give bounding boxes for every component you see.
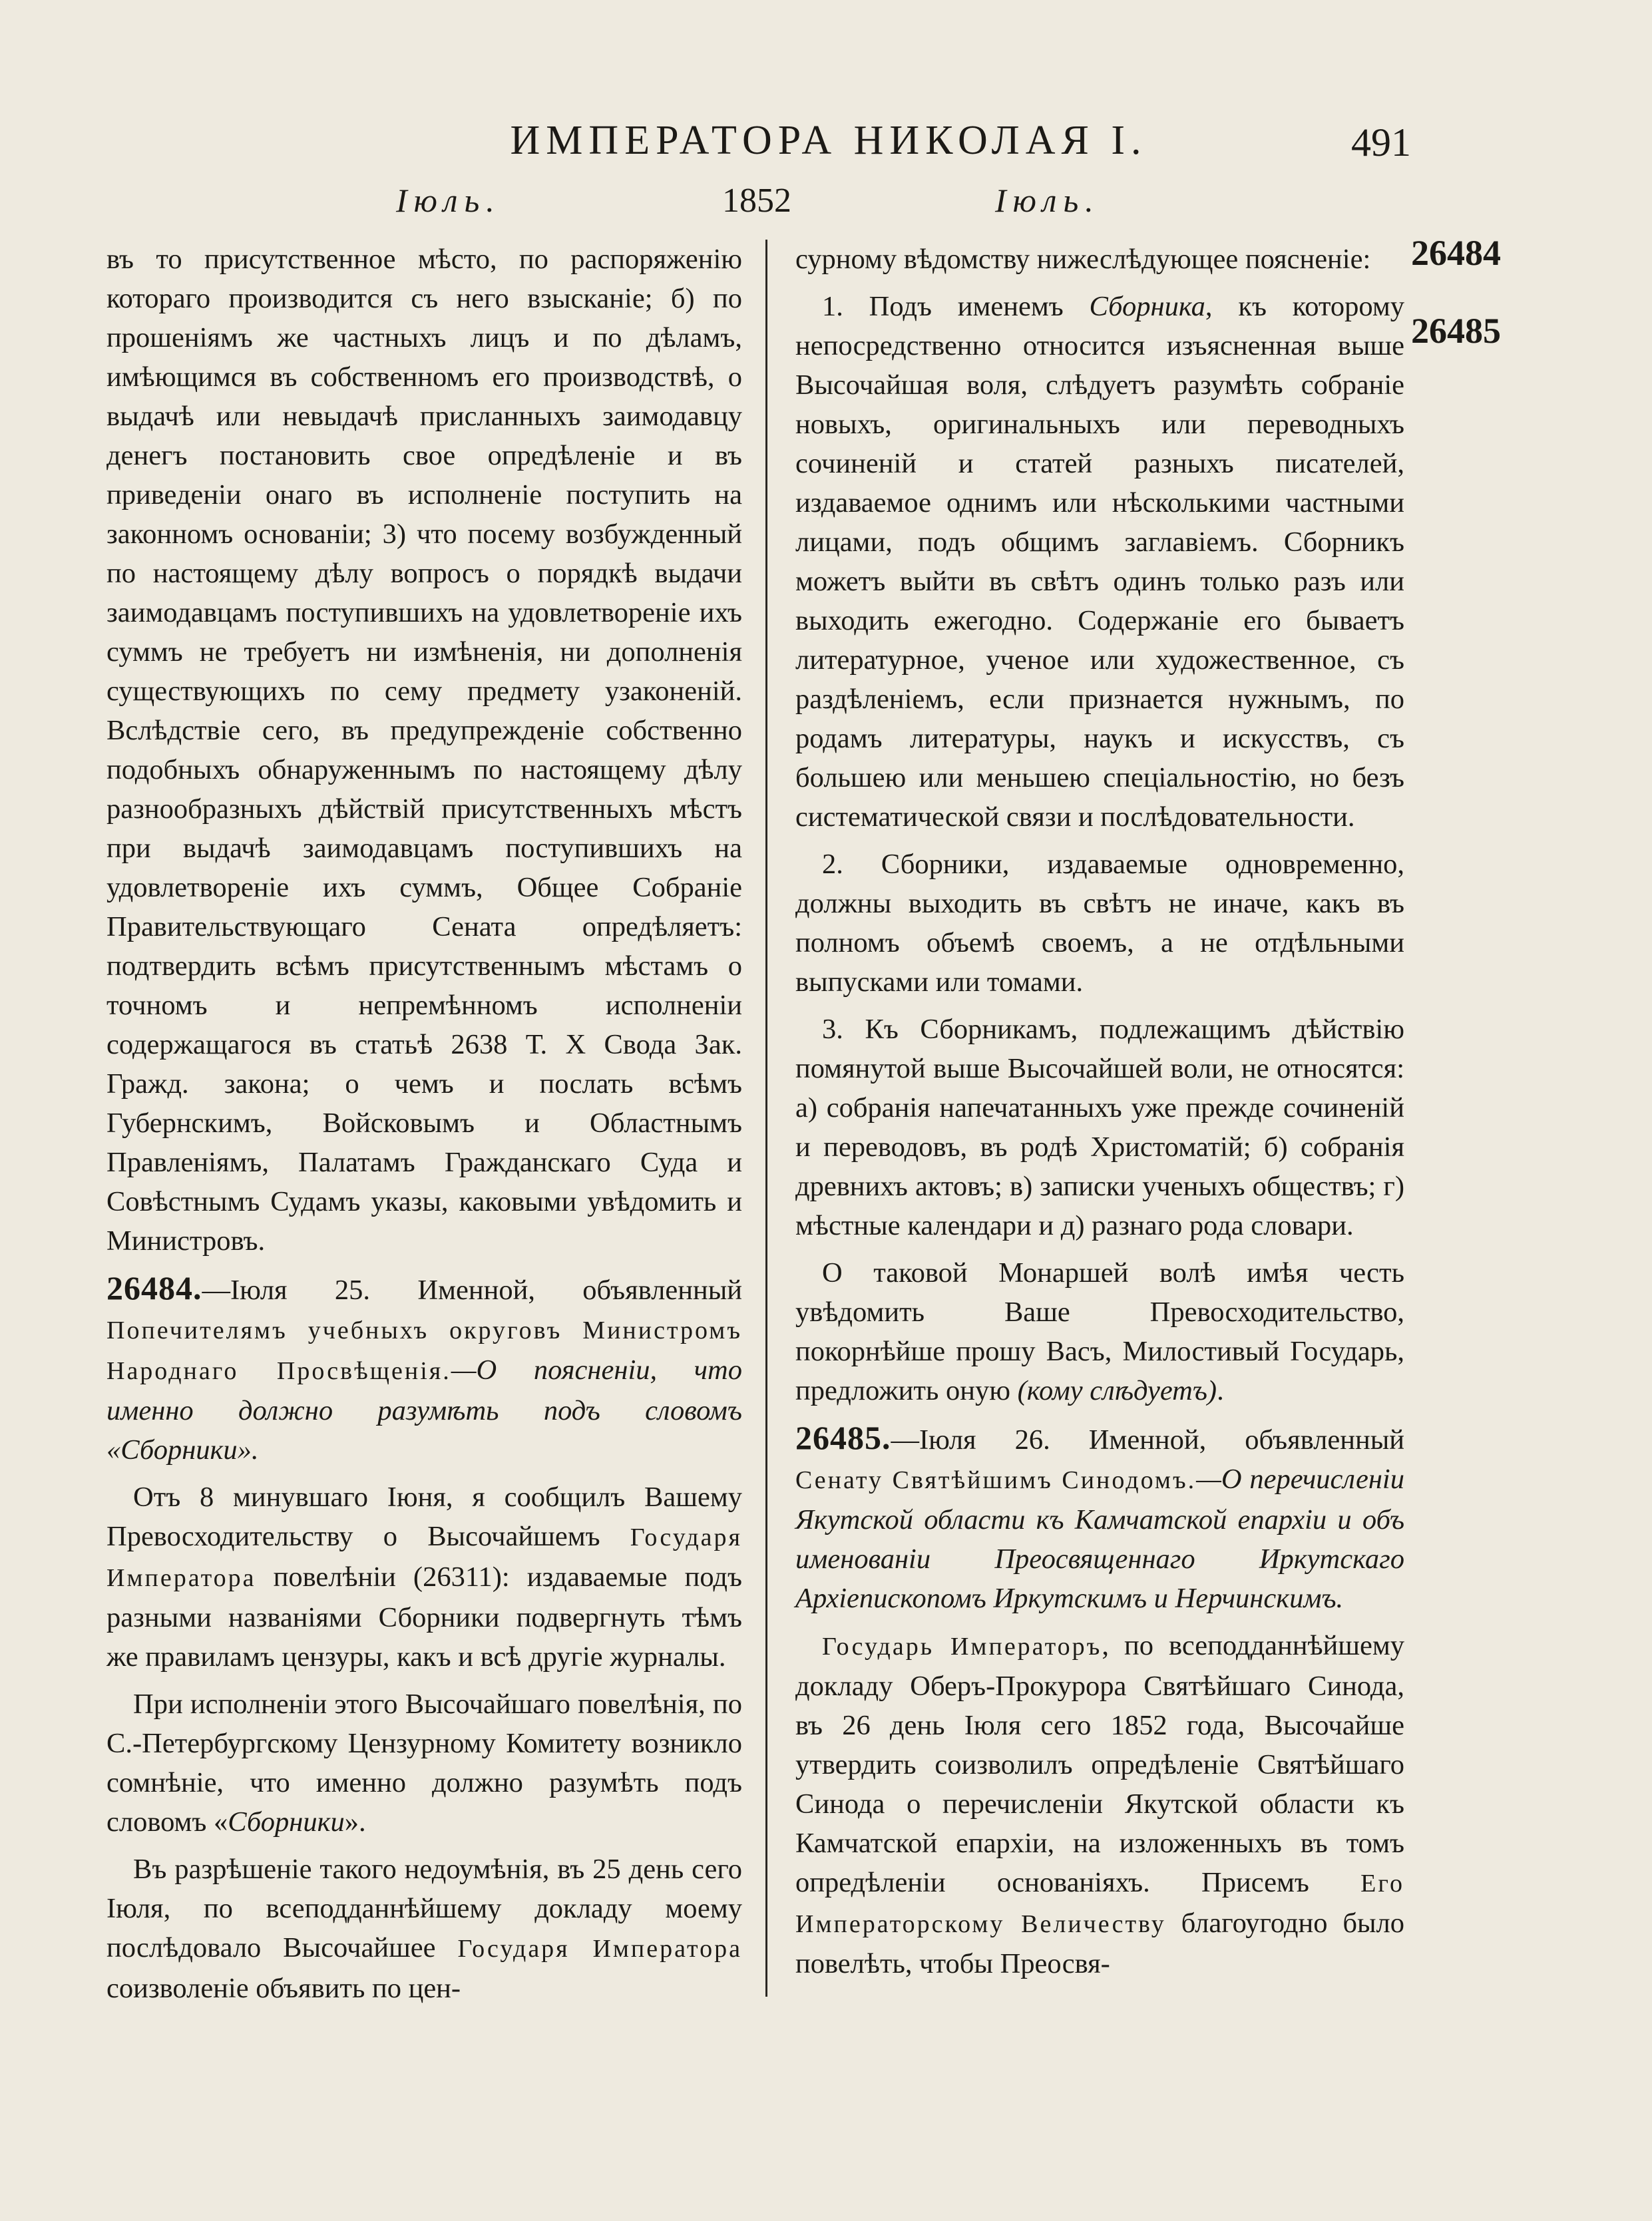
text-run: . [1217, 1375, 1224, 1406]
text-run: благоугодно было повелѣть, чтобы Преосвя- [795, 1908, 1404, 1979]
left-column [106, 240, 742, 2008]
page-number: 491 [1351, 120, 1411, 164]
decree-heading-26485 [795, 1418, 1404, 1618]
text-run: Отъ 8 минувшаго Іюня, я сообщилъ Вашему Превосходительству о Высочайшемъ [106, 1482, 742, 1552]
margin-decree-number: 26485 [1411, 311, 1501, 351]
text-run-italic: (кому слѣдуетъ) [1017, 1375, 1217, 1406]
paragraph [106, 1478, 742, 1677]
paragraph [795, 1626, 1404, 1983]
text-run: При исполненіи этого Высочайшаго повелѣнія, по С.-Петербургскому Цензурному Комитету возникло сомнѣніе, что именно должно разумѣть подъ словомъ « [106, 1689, 742, 1838]
paragraph: 3. Къ Сборникамъ, подлежащимъ дѣйствію помянутой выше Высочайшей воли, не относятся: а) собранія напечатанныхъ уже прежде сочиненій и переводовъ, въ родѣ Христоматій; б) собранія древнихъ актовъ; в) записки ученыхъ обществъ; г) мѣстные календари и д) разнаго рода словари. [795, 1014, 1404, 1241]
text-run: ». [344, 1806, 366, 1838]
decree-subject: —О перечисленіи Якутской области къ Камчатской епархіи и объ именованіи Преосвященнаго Иркутскаго Архіепископомъ Иркутскимъ и Нерчинскимъ. [795, 1464, 1404, 1614]
margin-decree-number: 26484 [1411, 233, 1501, 273]
running-head-month-right: Іюль. [995, 182, 1100, 219]
text-run-smallcaps: Государя Императора [106, 1523, 742, 1592]
text-run-smallcaps: Государя Императора [457, 1935, 742, 1963]
text-run: 1. Подъ именемъ [822, 291, 1064, 322]
decree-date: —Іюля 25. Именной, объявленный [202, 1275, 742, 1306]
text-run-italic: Сборника [1089, 291, 1205, 322]
text-run: , къ которому непосредственно относится изъясненная выше Высочайшая воля, слѣдуетъ разумѣть собраніе новыхъ, оригинальныхъ или переводныхъ сочиненій и статей разныхъ писателей, издаваемое однимъ или нѣсколькими частными лицами, подъ общимъ заглавіемъ. Сборникъ можетъ выйти въ свѣтъ одинъ только разъ или выходить ежегодно. Содержаніе его бываетъ литературное, ученое или художественное, съ раздѣленіемъ, если признается нужнымъ, по родамъ литературы, наукъ и искусствъ, съ большею или меньшею спеціальностію, но безъ систематической связи и послѣдовательности. [795, 291, 1405, 833]
text-run-smallcaps: Государь Императоръ [822, 1633, 1102, 1661]
text-run-smallcaps: Его Императорскому Величеству [795, 1870, 1404, 1938]
paragraph: 2. Сборники, издаваемые одновременно, должны выходить въ свѣтъ не иначе, какъ въ полномъ объемѣ своемъ, а не отдѣльными выпусками или томами. [795, 849, 1404, 998]
text-run: соизволеніе объявить по цен- [106, 1973, 461, 2004]
right-column [795, 240, 1404, 1983]
column-divider [765, 240, 767, 1997]
paragraph [106, 1850, 742, 2008]
paragraph [795, 287, 1404, 837]
text-run: Въ разрѣшеніе такого недоумѣнія, въ 25 день сего Іюля, по всеподданнѣйшему докладу моему послѣдовало Высочайшее [106, 1854, 742, 1963]
text-run: повелѣніи (26311): издаваемые подъ разными названіями Сборники подвергнуть тѣмъ же правиламъ цензуры, какъ и всѣ другіе журналы. [106, 1561, 742, 1673]
paragraph: въ то присутственное мѣсто, по распоряженію котораго производится съ него взысканіе; б) по прошеніямъ же частныхъ лицъ и по дѣламъ, имѣющимся въ собственномъ его производствѣ, о выдачѣ или невыдачѣ присланныхъ заимодавцу денегъ постановить свое опредѣленіе и въ приведеніи онаго въ исполненіе поступить на законномъ основаніи; 3) что посему возбужденный по настоящему дѣлу вопросъ о порядкѣ выдачи заимодавцамъ поступившихъ на удовлетвореніе ихъ суммъ не требуетъ ни измѣненія, ни дополненія существующихъ по сему предмету узаконеній. Вслѣдствіе сего, въ предупрежденіе собственно подобныхъ обнаруженнымъ по настоящему дѣлу разнообразныхъ дѣйствій присутственныхъ мѣстъ при выдачѣ заимодавцамъ поступившихъ на удовлетвореніе ихъ суммъ, Общее Собраніе Правительствующаго Сената опредѣляетъ: подтвердить всѣмъ присутственнымъ мѣстамъ о точномъ и непремѣнномъ исполненіи содержащагося въ статьѣ 2638 Т. X Свода Зак. Гражд. закона; о чемъ и послать всѣмъ Губернскимъ, Войсковымъ и Областнымъ Правленіямъ, Палатамъ Гражданскаго Суда и Совѣстнымъ Судамъ указы, каковыми увѣдомить и Министровъ. [106, 244, 742, 1257]
paragraph [795, 1253, 1404, 1410]
paragraph: сурному вѣдомству нижеслѣдующее поясненіе: [795, 244, 1371, 275]
running-head-title: ИМПЕРАТОРА НИКОЛАЯ I. [510, 118, 1147, 163]
decree-number: 26485. [795, 1419, 891, 1456]
decree-addressee: Попечителямъ учебныхъ округовъ Министромъ Народнаго Просвѣщенія. [106, 1316, 742, 1385]
text-run: О таковой Монаршей волѣ имѣя честь увѣдомить Ваше Превосходительство, покорнѣйше прошу Васъ, Милостивый Государь, предложить оную [795, 1257, 1404, 1406]
decree-date: —Іюля 26. Именной, объявленный [891, 1424, 1404, 1456]
paragraph [106, 1685, 742, 1842]
decree-subject: —О поясненіи, что именно должно разумѣть подъ словомъ «Сборники». [106, 1354, 742, 1466]
decree-number: 26484. [106, 1269, 202, 1307]
text-run: , по всеподданнѣйшему докладу Оберъ-Прокурора Святѣйшаго Синода, въ 26 день Іюля сего 1852 года, Высочайше утвердить соизволилъ опредѣленіе Святѣйшаго Синода о перечисленіи Якутской области къ Камчатской епархіи, на изложенныхъ въ томъ опредѣленіи основаніяхъ. Присемъ [795, 1630, 1405, 1898]
text-run-italic: Сборники [228, 1806, 345, 1838]
decree-addressee: Сенату Святѣйшимъ Синодомъ. [795, 1466, 1197, 1494]
running-head-year: 1852 [722, 182, 791, 220]
decree-heading-26484 [106, 1269, 742, 1470]
running-head-month-left: Іюль. [396, 182, 501, 219]
